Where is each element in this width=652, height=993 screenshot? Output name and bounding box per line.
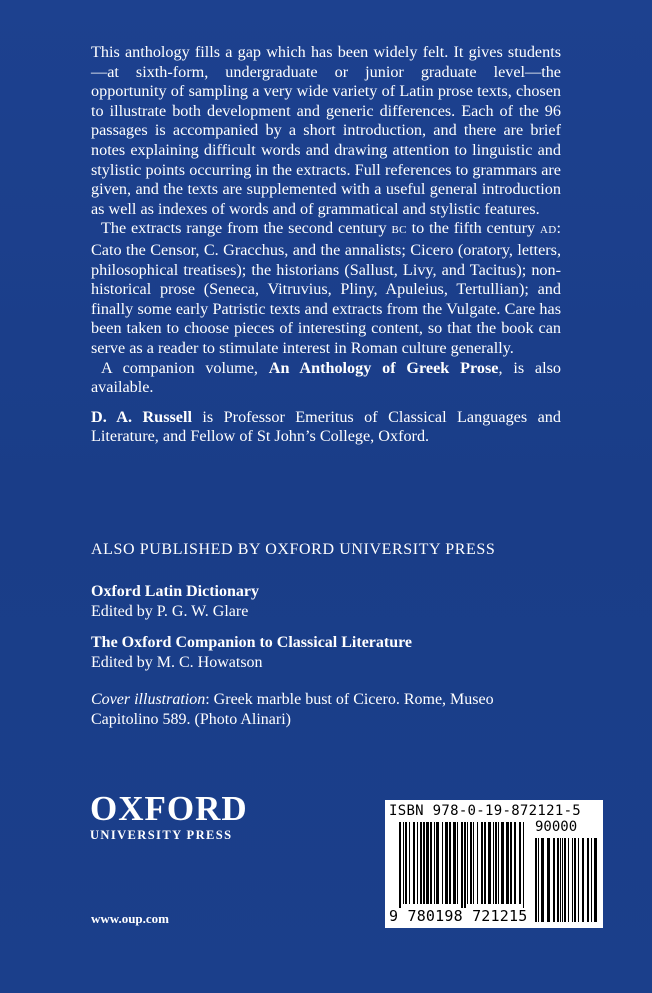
barcode-bar <box>417 822 418 904</box>
barcode-bar <box>453 822 456 904</box>
barcode-bar <box>470 822 472 904</box>
also-published-heading: ALSO PUBLISHED BY OXFORD UNIVERSITY PRESS <box>91 541 496 558</box>
barcode-bar <box>473 822 474 904</box>
cover-illustration-credit <box>91 690 531 730</box>
barcode-bar <box>477 822 478 904</box>
barcode-addon-bar <box>572 838 573 922</box>
publisher-url: www.oup.com <box>91 911 170 926</box>
barcode-bar <box>501 822 504 904</box>
book-title: The Oxford Companion to Classical Literature <box>91 634 413 651</box>
author-text: is Professor Emeritus of Classical Languages and Literature, and Fellow of St John’s College, Oxford. <box>91 407 561 446</box>
blurb-paragraph-3 <box>91 359 561 398</box>
era-bc: BC <box>391 224 407 237</box>
blurb-text: The extracts range from the second century <box>101 219 392 238</box>
ean-number: 9 780198 721215 <box>389 907 528 925</box>
barcode-bar <box>426 822 429 904</box>
oxford-logo <box>90 791 248 843</box>
cover-text: : Greek marble bust of Cicero. Rome, Museo Capitolino 589. (Photo Alinari) <box>91 691 494 728</box>
barcode-addon-bar <box>557 838 559 922</box>
barcode-addon-bar <box>564 838 566 922</box>
book-title: Oxford Latin Dictionary <box>91 583 259 600</box>
blurb-text: to the fifth century <box>406 219 540 238</box>
barcode-bar <box>449 822 451 904</box>
barcode-bar <box>434 822 435 904</box>
cover-label: Cover illustration <box>91 691 206 708</box>
book-entry <box>91 633 561 673</box>
blurb-text: A companion volume, <box>101 358 269 377</box>
logo-line-1: OXFORD <box>90 789 248 828</box>
barcode-bar <box>409 822 410 904</box>
barcode <box>385 800 603 928</box>
barcode-bar <box>423 822 425 904</box>
barcode-addon-bar <box>560 838 561 922</box>
barcode-bar <box>399 822 401 908</box>
barcode-addon-bar <box>538 838 539 922</box>
barcode-bar <box>457 822 458 904</box>
barcode-bar <box>510 822 512 904</box>
barcode-addon-bar <box>568 838 569 922</box>
barcode-bar <box>498 822 499 904</box>
barcode-bar <box>495 822 497 904</box>
barcode-addon-bar <box>541 838 544 922</box>
barcode-bar <box>405 822 407 904</box>
author-bio <box>91 408 561 447</box>
book-entry <box>91 582 561 622</box>
isbn-label: ISBN 978-0-19-872121-5 <box>389 803 582 819</box>
era-ad: AD <box>540 224 557 237</box>
barcode-addon-bar <box>535 838 537 922</box>
barcode-bar <box>430 822 432 904</box>
barcode-addon-bar <box>587 838 589 922</box>
barcode-addon-bar <box>562 838 563 922</box>
barcode-addon-bar <box>591 838 592 922</box>
barcode-bar <box>445 822 448 904</box>
barcode-bar <box>436 822 439 904</box>
barcode-bar <box>481 822 483 904</box>
blurb-text: , is also available. <box>91 358 562 397</box>
barcode-bar <box>461 822 463 908</box>
barcode-bar <box>514 822 516 904</box>
barcode-bar <box>413 822 415 904</box>
logo-line-2: UNIVERSITY PRESS <box>90 828 233 842</box>
barcode-bar <box>523 822 524 908</box>
barcode-bar <box>442 822 443 904</box>
barcode-addon-bar <box>582 838 584 922</box>
barcode-bar <box>420 822 422 904</box>
barcode-bar <box>506 822 509 904</box>
companion-title: An Anthology of Greek Prose <box>268 358 499 377</box>
author-name: D. A. Russell <box>91 407 192 426</box>
barcode-addon-bar <box>578 838 579 922</box>
barcode-addon: 90000 <box>535 819 578 835</box>
barcode-addon-bar <box>553 838 555 922</box>
book-editor: Edited by M. C. Howatson <box>91 654 263 671</box>
book-editor: Edited by P. G. W. Glare <box>91 603 249 620</box>
barcode-addon-bar <box>594 838 597 922</box>
barcode-bar <box>403 822 404 904</box>
blurb-paragraph-2 <box>91 219 561 358</box>
barcode-bar <box>484 822 486 904</box>
barcode-bar <box>467 822 468 904</box>
blurb-text: : Cato the Censor, C. Gracchus, and the annalists; Cicero (oratory, letters, philosophical treatises); the historians (Sallust, Livy, and Tacitus); non-historical prose (Seneca, Vitruvius, Pliny, Apuleius, Tertullian); and finally some early Patristic texts and extracts from the Vulgate. Care has been taken to choose pieces of interesting content, so that the book can serve as a reader to stimulate interest in Roman culture generally. <box>91 219 561 357</box>
blurb-paragraph-1: This anthology fills a gap which has been widely felt. It gives students—at sixth-form, undergraduate or junior graduate level—the opportunity of sampling a very wide variety of Latin prose texts, chosen to illustrate both development and generic differences. Each of the 96 passages is accompanied by a short introduction, and there are brief notes explaining difficult words and drawing attention to linguistic and stylistic points occurring in the extracts. Full references to grammars are given, and the texts are supplemented with a useful general introduction as well as indexes of words and of grammatical and stylistic features. <box>91 43 561 218</box>
barcode-bar <box>464 822 466 908</box>
barcode-addon-bar <box>574 838 576 922</box>
barcode-bar <box>493 822 494 904</box>
barcode-bar <box>488 822 491 904</box>
blurb <box>91 43 561 447</box>
barcode-addon-bar <box>547 838 550 922</box>
barcode-bar <box>519 822 521 904</box>
